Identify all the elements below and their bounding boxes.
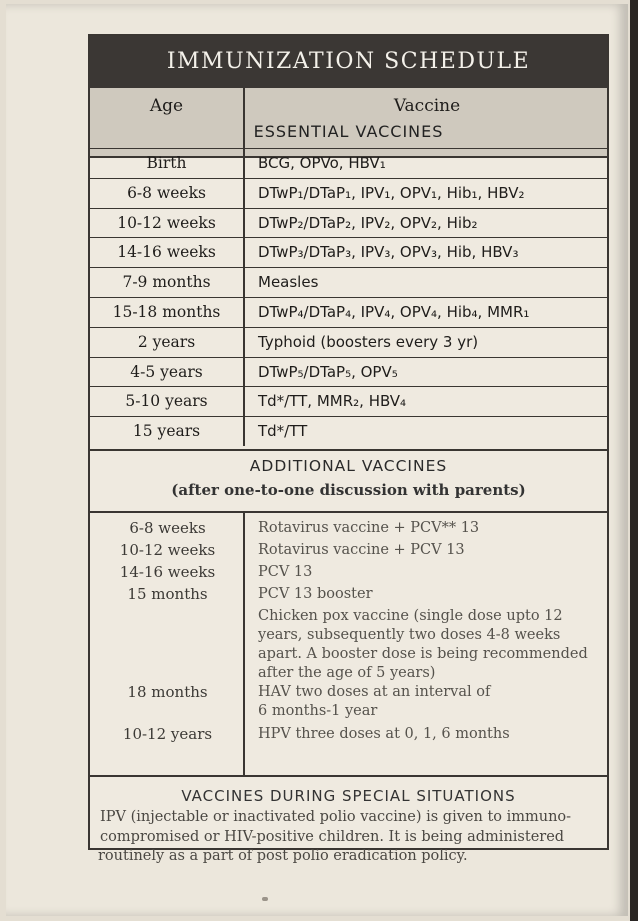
essential-rows (90, 148, 607, 446)
add-vaccine-line: apart. A booster dose is being recommended (258, 646, 588, 662)
add-age-cell: 14-16 weeks (119, 563, 216, 581)
add-age-cell: 15 months (127, 585, 208, 603)
age-cell: 10-12 weeks (90, 209, 245, 238)
table-row (90, 327, 607, 357)
age-cell: 6-8 weeks (90, 179, 245, 208)
add-age-cell: 6-8 weeks (129, 519, 206, 537)
add-vaccine-line: HPV three doses at 0, 1, 6 months (258, 726, 510, 742)
age-cell: 2 years (90, 328, 245, 357)
table-row (90, 237, 607, 267)
age-cell: Birth (90, 149, 245, 178)
vaccine-cell: Typhoid (boosters every 3 yr) (258, 332, 479, 351)
vaccine-cell: DTwP₄/DTaP₄, IPV₄, OPV₄, Hib₄, MMR₁ (258, 302, 530, 321)
table-row (90, 357, 607, 387)
add-vaccine-line: Rotavirus vaccine + PCV 13 (258, 542, 465, 558)
book-spine (630, 0, 638, 921)
age-column-header: Age (90, 88, 245, 156)
additional-vaccines-header (90, 449, 607, 513)
vaccine-cell: DTwP₃/DTaP₃, IPV₃, OPV₃, Hib, HBV₃ (258, 243, 519, 262)
table-row (90, 386, 607, 416)
age-cell: 7-9 months (90, 268, 245, 297)
vaccine-cell: Measles (258, 273, 319, 292)
add-vaccine-line: Rotavirus vaccine + PCV** 13 (258, 520, 480, 536)
add-vaccine-line: 6 months-1 year (258, 703, 378, 719)
add-vaccine-line: after the age of 5 years) (258, 665, 436, 681)
add-vaccine-line: HAV two doses at an interval of (258, 684, 491, 700)
special-situations (90, 775, 607, 850)
special-text-line: compromised or HIV-positive children. It is being administered (100, 829, 565, 845)
additional-vaccines-title: ADDITIONAL VACCINES (249, 457, 448, 475)
vaccine-cell: DTwP₅/DTaP₅, OPV₅ (258, 362, 398, 381)
special-text-line: routinely as a part of post polio eradication policy. (98, 848, 468, 864)
essential-vaccines-title: ESSENTIAL VACCINES (253, 122, 444, 141)
additional-vaccines-subtitle: (after one-to-one discussion with parents) (171, 481, 526, 499)
page-mark (262, 897, 268, 901)
age-cell: 4-5 years (90, 358, 245, 387)
age-cell: 14-16 weeks (90, 238, 245, 267)
add-vaccine-line: PCV 13 (258, 564, 313, 580)
add-age-cell: 10-12 years (122, 725, 213, 743)
additional-rows (90, 511, 607, 775)
vaccine-cell: DTwP₁/DTaP₁, IPV₁, OPV₁, Hib₁, HBV₂ (258, 183, 525, 202)
age-cell: 15-18 months (90, 298, 245, 327)
add-vaccine-line: Chicken pox vaccine (single dose upto 12 (258, 608, 563, 624)
vaccine-cell: Td*/TT, MMR₂, HBV₄ (258, 392, 407, 411)
add-vaccine-line: PCV 13 booster (258, 586, 373, 602)
table-title: IMMUNIZATION SCHEDULE (90, 36, 607, 88)
age-cell: 15 years (90, 417, 245, 446)
add-age-cell: 10-12 weeks (119, 541, 216, 559)
immunization-table (88, 34, 609, 850)
special-text-line: IPV (injectable or inactivated polio vaccine) is given to immuno- (100, 809, 572, 825)
table-row (90, 416, 607, 446)
table-row (90, 297, 607, 327)
table-row (90, 178, 607, 208)
vaccine-cell: DTwP₂/DTaP₂, IPV₂, OPV₂, Hib₂ (258, 213, 478, 232)
special-situations-title: VACCINES DURING SPECIAL SITUATIONS (181, 787, 516, 805)
add-age-cell: 18 months (127, 683, 208, 701)
vaccine-column-header: Vaccine (393, 96, 461, 116)
vaccine-cell: Td*/TT (258, 422, 308, 441)
add-vaccine-line: years, subsequently two doses 4-8 weeks (258, 627, 561, 643)
table-row (90, 148, 607, 178)
age-cell: 5-10 years (90, 387, 245, 416)
vaccine-cell: BCG, OPVo, HBV₁ (258, 154, 386, 172)
table-row (90, 267, 607, 297)
table-row (90, 208, 607, 238)
